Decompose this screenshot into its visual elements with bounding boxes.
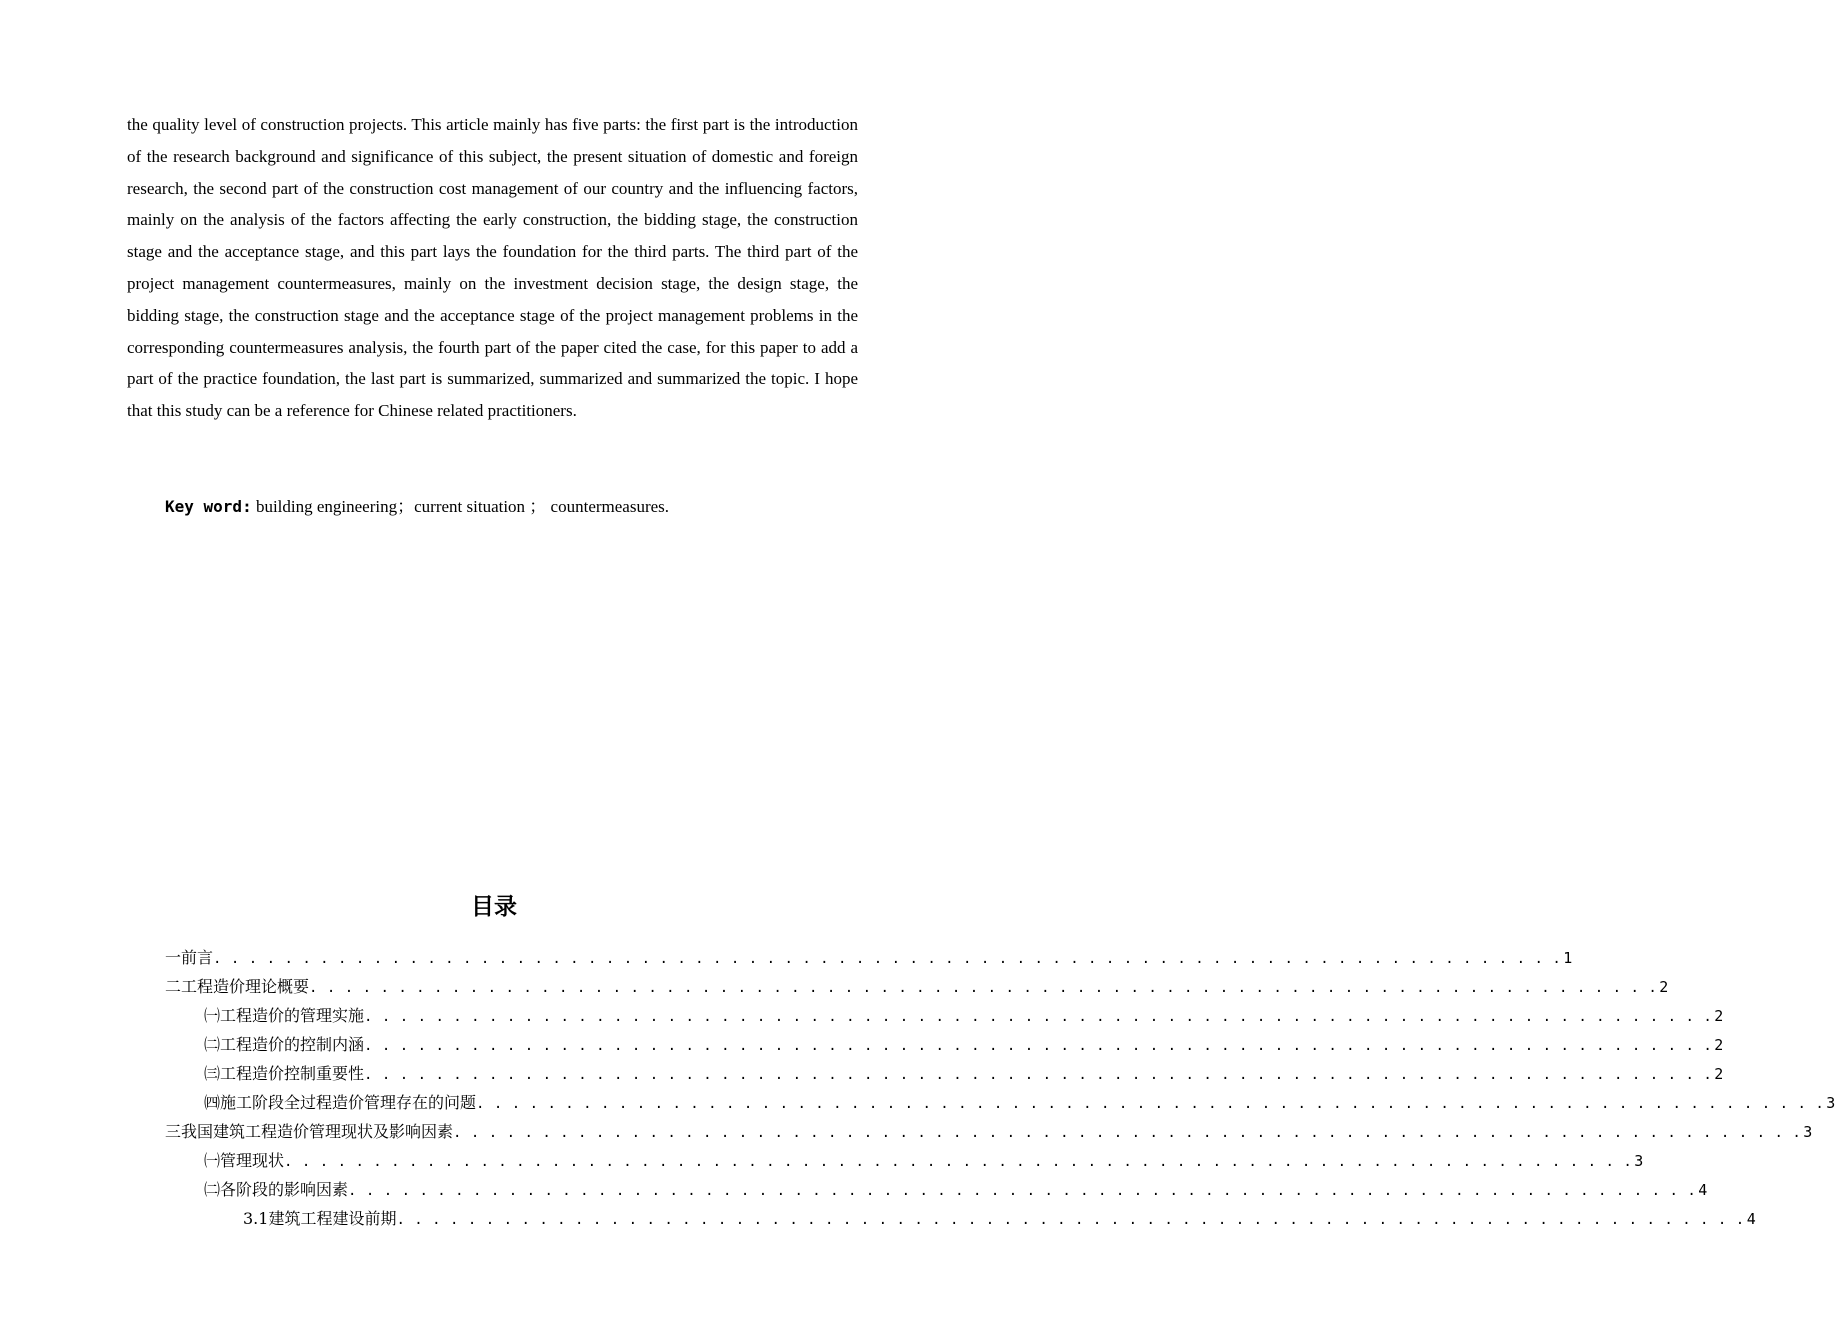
toc-entry[interactable] — [204, 1003, 1724, 1032]
toc-entry[interactable] — [204, 1177, 1708, 1206]
toc-entry-title: ㈢工程造价控制重要性 — [204, 1064, 365, 1083]
toc-entry-page: 3 — [1634, 1152, 1644, 1170]
toc-leader-dots: . . . . . . . . . . . . . . . . . . . . . . . . . . . . . . . . . . . . . . . . . . . . . . . . . . . . . . . . . . . . . . . . . . . . . . . . . . . . — [364, 1067, 1713, 1083]
toc-entry[interactable] — [165, 945, 1573, 974]
toc-entry-page: 3 — [1826, 1094, 1835, 1112]
toc-leader-dots: . . . . . . . . . . . . . . . . . . . . . . . . . . . . . . . . . . . . . . . . . . . . . . . . . . . . . . . . . . . . . . . . . . . . . . . . . . . . — [309, 980, 1658, 996]
toc-entry-page: 2 — [1714, 1065, 1724, 1083]
toc-entry-page: 1 — [1563, 949, 1573, 967]
toc-entry-title: 工程造价理论概要 — [181, 977, 310, 996]
toc-leader-dots: . . . . . . . . . . . . . . . . . . . . . . . . . . . . . . . . . . . . . . . . . . . . . . . . . . . . . . . . . . . . . . . . . . . . . . . . . . . . — [476, 1096, 1825, 1112]
toc-entry-title: ㈠工程造价的管理实施 — [204, 1006, 365, 1025]
toc-entry-title: 我国建筑工程造价管理现状及影响因素 — [181, 1122, 454, 1141]
toc-entry[interactable] — [204, 1090, 1835, 1119]
toc-entry-number: 二 — [165, 977, 182, 996]
toc-entry[interactable] — [204, 1032, 1724, 1061]
toc-leader-dots: . . . . . . . . . . . . . . . . . . . . . . . . . . . . . . . . . . . . . . . . . . . . . . . . . . . . . . . . . . . . . . . . . . . . . . . . . . . . — [364, 1038, 1713, 1054]
toc-entry-title: 3.1建筑工程建设前期 — [243, 1209, 397, 1228]
keywords-value: building engineering；current situation ； countermeasures. — [255, 497, 670, 516]
toc-entry-title: 前言 — [181, 948, 214, 967]
toc-leader-dots: . . . . . . . . . . . . . . . . . . . . . . . . . . . . . . . . . . . . . . . . . . . . . . . . . . . . . . . . . . . . . . . . . . . . . . . . . . . . — [348, 1183, 1697, 1199]
toc-entry-page: 2 — [1714, 1007, 1724, 1025]
toc-entry-page: 4 — [1698, 1181, 1708, 1199]
toc-entry[interactable] — [243, 1206, 1756, 1235]
toc-entry[interactable] — [204, 1148, 1644, 1177]
toc-entry[interactable] — [165, 974, 1669, 1003]
keywords-line — [165, 491, 669, 523]
toc-entry-title: ㈡工程造价的控制内涵 — [204, 1035, 365, 1054]
toc-leader-dots: . . . . . . . . . . . . . . . . . . . . . . . . . . . . . . . . . . . . . . . . . . . . . . . . . . . . . . . . . . . . . . . . . . . . . . . . . . . . — [284, 1154, 1633, 1170]
toc-entry-page: 4 — [1746, 1210, 1756, 1228]
toc-leader-dots: . . . . . . . . . . . . . . . . . . . . . . . . . . . . . . . . . . . . . . . . . . . . . . . . . . . . . . . . . . . . . . . . . . . . . . . . . . . . — [213, 951, 1562, 967]
toc-entry-number: 一 — [165, 948, 182, 967]
toc-entry[interactable] — [165, 1119, 1813, 1148]
toc-entry[interactable] — [204, 1061, 1724, 1090]
toc-entry-page: 2 — [1714, 1036, 1724, 1054]
toc-entry-page: 3 — [1803, 1123, 1813, 1141]
abstract-paragraph: the quality level of construction projects. This article mainly has five parts: the first part is the introduction of the research background and significance of this subject, the present situation of domestic and foreign research, the second part of the construction cost management of our country and the influencing factors, mainly on the analysis of the factors affecting the early construction, the bidding stage, the construction stage and the acceptance stage, and this part lays the foundation for the third parts. The third part of the project management countermeasures, mainly on the investment decision stage, the design stage, the bidding stage, the construction stage and the acceptance stage of the project management problems in the corresponding countermeasures analysis, the fourth part of the paper cited the case, for this paper to add a part of the practice foundation, the last part is summarized, summarized and summarized the topic. I hope that this study can be a reference for Chinese related practitioners. — [127, 115, 858, 421]
toc-leader-dots: . . . . . . . . . . . . . . . . . . . . . . . . . . . . . . . . . . . . . . . . . . . . . . . . . . . . . . . . . . . . . . . . . . . . . . . . . . . . — [453, 1125, 1802, 1141]
toc-leader-dots: . . . . . . . . . . . . . . . . . . . . . . . . . . . . . . . . . . . . . . . . . . . . . . . . . . . . . . . . . . . . . . . . . . . . . . . . . . . . — [396, 1212, 1745, 1228]
toc-entry-title: ㈡各阶段的影响因素 — [204, 1180, 349, 1199]
toc-entry-number: 三 — [165, 1122, 182, 1141]
toc-entry-page: 2 — [1659, 978, 1669, 996]
toc-entry-title: ㈣施工阶段全过程造价管理存在的问题 — [204, 1093, 477, 1112]
toc-title: 目录 — [471, 894, 517, 920]
keywords-label: Key word: — [165, 497, 252, 516]
toc-leader-dots: . . . . . . . . . . . . . . . . . . . . . . . . . . . . . . . . . . . . . . . . . . . . . . . . . . . . . . . . . . . . . . . . . . . . . . . . . . . . — [364, 1009, 1713, 1025]
toc-entry-title: ㈠管理现状 — [204, 1151, 285, 1170]
